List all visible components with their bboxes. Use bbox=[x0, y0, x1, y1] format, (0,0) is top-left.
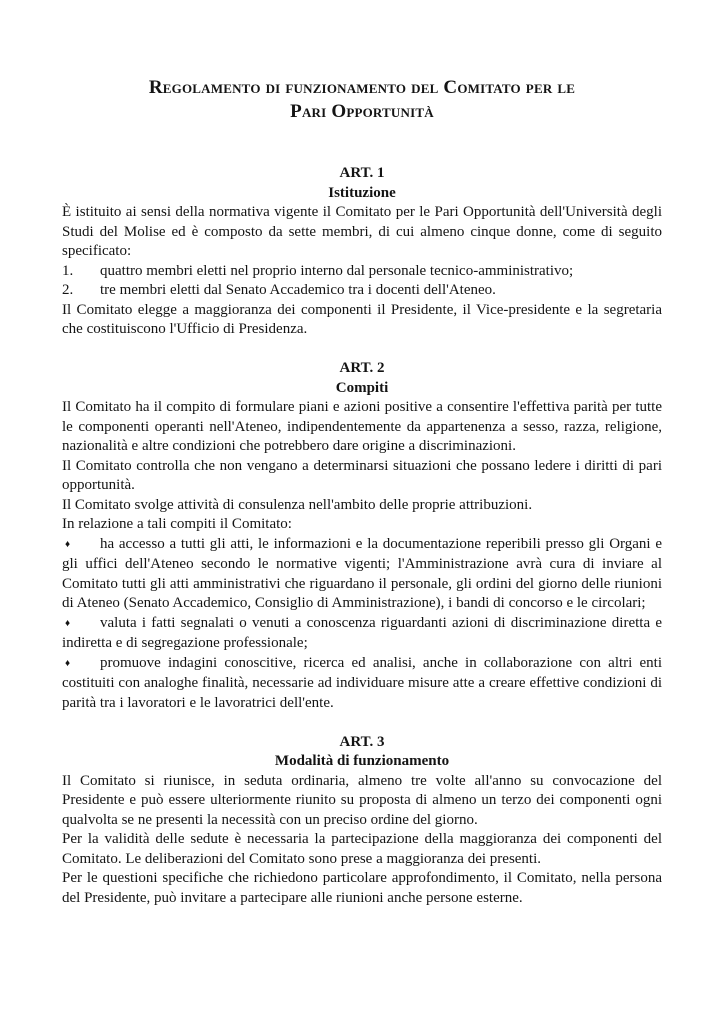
bullet-item-text: ha accesso a tutti gli atti, le informazioni e la documentazione reperibili presso gli Organi e gli uffici dell'Ateneo secondo le normative vigenti; l'Amministrazione avrà cura di inviare al Comitato tutti gli atti amministrativi che riguardano il personale, gli ordini del giorno delle riunioni di Ateneo (Senato Accademico, Consiglio di Amministrazione), i bandi di concorso e le circolari; bbox=[62, 535, 662, 611]
article-3-heading bbox=[62, 733, 662, 772]
article-1 bbox=[62, 164, 662, 340]
article-2-heading bbox=[62, 359, 662, 398]
article-2-paragraph-1: Il Comitato ha il compito di formulare piani e azioni positive a consentire l'effettiva parità per tutte le componenti operanti nell'Ateneo, indipendentemente da appartenenza a sesso, razza, religione, nazionalità e altre condizioni che potrebbero dare origine a discriminazioni. bbox=[62, 399, 662, 454]
article-3 bbox=[62, 733, 662, 909]
article-2-bullet-item-3 bbox=[62, 654, 662, 714]
article-3-name: Modalità di funzionamento bbox=[274, 753, 450, 769]
article-3-number: ART. 3 bbox=[339, 733, 385, 750]
article-2-bullet-item-2 bbox=[62, 614, 662, 654]
article-1-list-item-1 bbox=[62, 262, 662, 282]
bullet-item-text: valuta i fatti segnalati o venuti a conoscenza riguardanti azioni di discriminazione diretta e indiretta e di segregazione professionale; bbox=[62, 614, 662, 651]
article-3-paragraph-2: Per la validità delle sedute è necessaria la partecipazione della maggioranza dei componenti del Comitato. Le deliberazioni del Comitato sono prese a maggioranza dei presenti. bbox=[62, 831, 662, 867]
article-2-bullet-item-1 bbox=[62, 535, 662, 614]
document-title-line-2: Pari Opportunità bbox=[290, 100, 434, 122]
article-2 bbox=[62, 359, 662, 713]
article-1-list-item-2 bbox=[62, 281, 662, 301]
diamond-bullet-icon: ♦ bbox=[65, 657, 71, 669]
bullet-item-text: promuove indagini conoscitive, ricerca ed analisi, anche in collaborazione con altri enti costituiti con analoghe finalità, necessarie ad individuare misure atte a creare effettive condizioni di parità tra i lavoratori e le lavoratrici dell'ente. bbox=[62, 654, 662, 711]
article-1-paragraph-2: Il Comitato elegge a maggioranza dei componenti il Presidente, il Vice-presidente e la segretaria che costituiscono l'Ufficio di Presidenza. bbox=[62, 301, 662, 337]
article-2-number: ART. 2 bbox=[339, 360, 385, 376]
list-item-text: tre membri eletti dal Senato Accademico tra i docenti dell'Ateneo. bbox=[100, 282, 496, 298]
article-2-paragraph-3: Il Comitato svolge attività di consulenza nell'ambito delle proprie attribuzioni. bbox=[62, 496, 533, 513]
document-content bbox=[0, 76, 724, 908]
article-3-paragraph-1: Il Comitato si riunisce, in seduta ordinaria, almeno tre volte all'anno su convocazione del Presidente e può essere ulteriormente riunito su proposta di almeno un terzo dei componenti ogni qualvolta se ne presenti la necessità con un preciso ordine del giorno. bbox=[62, 772, 662, 828]
list-item-text: quattro membri eletti nel proprio interno dal personale tecnico-amministrativo; bbox=[100, 262, 574, 279]
list-number-marker: 2. bbox=[62, 282, 74, 298]
article-2-paragraph-2: Il Comitato controlla che non vengano a determinarsi situazioni che possano ledere i diritti di pari opportunità. bbox=[62, 457, 662, 493]
article-1-name: Istituzione bbox=[328, 184, 396, 201]
article-3-paragraph-3: Per le questioni specifiche che richiedono particolare approfondimento, il Comitato, nella persona del Presidente, può invitare a partecipare alle riunioni anche persone esterne. bbox=[62, 870, 662, 906]
document-title bbox=[62, 76, 662, 123]
article-1-number: ART. 1 bbox=[339, 165, 385, 181]
article-1-paragraph-1: È istituito ai sensi della normativa vigente il Comitato per le Pari Opportunità dell'Università degli Studi del Molise ed è composto da sette membri, di cui almeno cinque donne, come di seguito specificato: bbox=[62, 204, 662, 259]
article-2-paragraph-4: In relazione a tali compiti il Comitato: bbox=[62, 516, 292, 532]
article-2-name: Compiti bbox=[335, 379, 389, 396]
list-number-marker: 1. bbox=[62, 262, 74, 279]
diamond-bullet-icon: ♦ bbox=[65, 617, 71, 629]
diamond-bullet-icon: ♦ bbox=[65, 538, 71, 550]
document-title-line-1: Regolamento di funzionamento del Comitato per le bbox=[148, 77, 576, 98]
article-1-heading bbox=[62, 164, 662, 203]
